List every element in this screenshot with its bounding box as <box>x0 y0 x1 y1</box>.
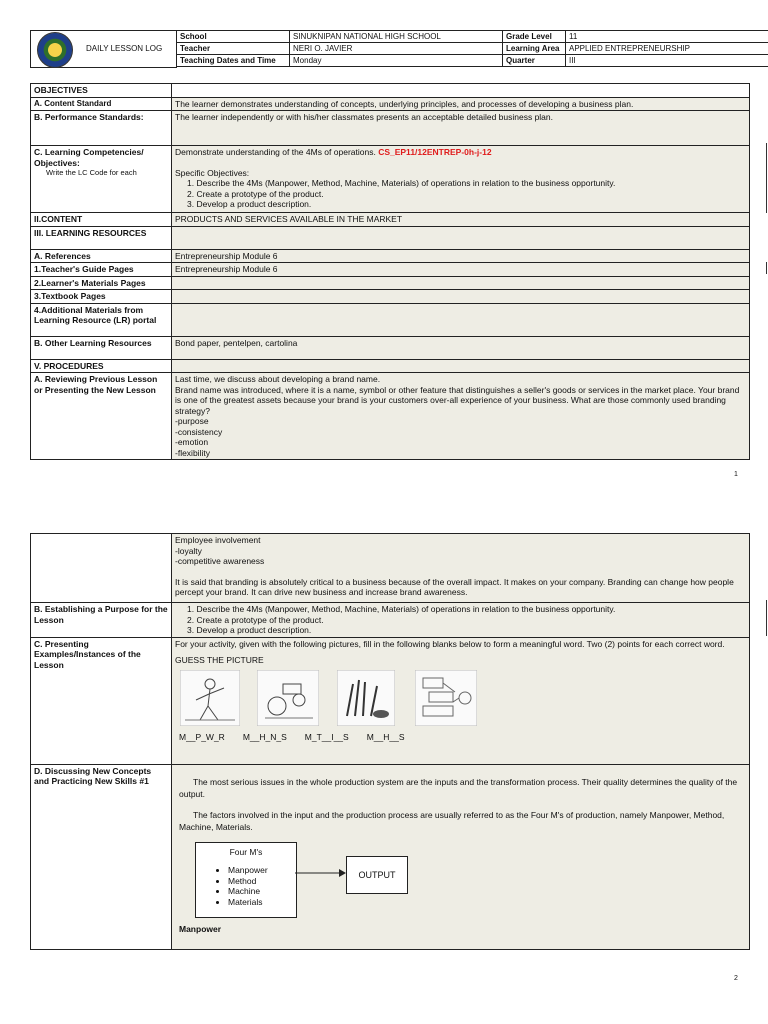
logo-cell <box>30 30 177 68</box>
procedures-label: V. PROCEDURES <box>31 359 172 373</box>
picture-row <box>175 666 746 746</box>
four-ms-title: Four M's <box>229 846 263 857</box>
content-standard-text: The learner demonstrates understanding of concepts, underlying principles, and processes of developing a business plan. <box>172 97 750 111</box>
margin-mark <box>766 143 767 213</box>
school-label: School <box>177 31 290 43</box>
blanks-row <box>179 732 509 743</box>
review-line-3: -purpose <box>175 416 209 426</box>
review-line-4: -consistency <box>175 426 223 437</box>
competencies-text-cell <box>172 146 750 213</box>
review-line-5: -emotion <box>175 437 209 447</box>
output-box: OUTPUT <box>346 856 408 894</box>
purpose-objective-1: 1. Describe the 4Ms (Manpower, Method, Machine, Materials) of operations in relation to the business opportunity. <box>187 604 616 614</box>
textbook-pages-label: 3.Textbook Pages <box>31 290 172 304</box>
manpower-picture-icon <box>180 670 240 726</box>
learners-materials-label: 2.Learner's Materials Pages <box>31 276 172 290</box>
teachers-guide-text: Entrepreneurship Module 6 <box>172 263 750 277</box>
additional-materials-label: 4.Additional Materials from Learning Resource (LR) portal <box>31 303 172 336</box>
teacher-label: Teacher <box>177 43 290 55</box>
blank-word-2: M__H_N_S <box>242 731 287 742</box>
discussing-concepts-label: D. Discussing New Concepts and Practicing New Skills #1 <box>31 764 172 949</box>
discussion-paragraph-2: The factors involved in the input and the production process are usually referred to as the Four M's of production, namely Manpower, Method, Machine, Materials. <box>179 809 725 832</box>
objectives-heading: OBJECTIVES <box>31 84 172 98</box>
header <box>30 30 768 68</box>
area-value: APPLIED ENTREPRENEURSHIP <box>566 43 768 55</box>
continued-line-1: Employee involvement <box>175 535 261 545</box>
four-ms-item: • Manpower <box>228 865 296 876</box>
arrow-right-icon <box>295 868 347 878</box>
competency-text: Demonstrate understanding of the 4Ms of operations. <box>175 147 376 157</box>
teachers-guide-label: 1.Teacher's Guide Pages <box>31 263 172 277</box>
lesson-table-page2 <box>30 533 750 950</box>
page-number-1: 1 <box>734 471 738 478</box>
dates-value: Monday <box>290 55 503 67</box>
manpower-heading: Manpower <box>179 923 222 934</box>
competencies-cell <box>31 146 172 213</box>
presenting-examples-cell <box>172 637 750 764</box>
performance-standards-text: The learner independently or with his/her classmates presents an acceptable detailed business plan. <box>172 111 750 146</box>
establishing-purpose-cell <box>172 603 750 638</box>
four-ms-item: • Method <box>228 876 296 887</box>
area-label: Learning Area <box>503 43 566 55</box>
blank-word-4: M__H__S <box>366 731 405 742</box>
discussion-paragraph-1: The most serious issues in the whole production system are the inputs and the transformation process. Their quality determines the quality of the output. <box>179 776 738 799</box>
specific-objectives-title: Specific Objectives: <box>175 167 250 178</box>
learning-resources-label: III. LEARNING RESOURCES <box>31 226 172 249</box>
competencies-label: C. Learning Competencies/ Objectives: <box>34 147 144 168</box>
establishing-purpose-label: B. Establishing a Purpose for the Lesson <box>31 603 172 638</box>
school-seal-icon <box>37 32 73 68</box>
doc-title: DAILY LESSON LOG <box>86 44 163 53</box>
blank-word-3: M_T__I__S <box>304 731 349 742</box>
specific-objective-2: 2. Create a prototype of the product. <box>187 188 324 199</box>
review-line-1: Last time, we discuss about developing a brand name. <box>175 374 381 384</box>
four-ms-item: • Materials <box>228 897 296 908</box>
quarter-value: III <box>566 55 768 67</box>
lesson-table-page1 <box>30 83 750 460</box>
references-text: Entrepreneurship Module 6 <box>172 249 750 263</box>
content-text: PRODUCTS AND SERVICES AVAILABLE IN THE MARKET <box>172 213 750 227</box>
four-ms-box <box>195 842 297 918</box>
review-line-6: -flexibility <box>175 447 210 458</box>
teacher-value: NERI O. JAVIER <box>290 43 503 55</box>
dates-label: Teaching Dates and Time <box>177 55 290 67</box>
competency-code: CS_EP11/12ENTREP-0h-j-12 <box>378 147 492 157</box>
reviewing-text-cell <box>172 373 750 460</box>
other-resources-label: B. Other Learning Resources <box>31 336 172 359</box>
references-label: A. References <box>31 249 172 263</box>
header-table <box>176 30 768 67</box>
specific-objective-1: 1. Describe the 4Ms (Manpower, Method, Machine, Materials) of operations in relation to the business opportunity. <box>187 178 616 188</box>
guess-picture-title: GUESS THE PICTURE <box>175 655 264 665</box>
machines-picture-icon <box>257 670 319 726</box>
purpose-objective-3: 3. Develop a product description. <box>187 625 312 635</box>
activity-instructions: For your activity, given with the following pictures, fill in the following blanks below to form a meaningful word. Two (2) points for each correct word. <box>175 638 725 649</box>
reviewing-label: A. Reviewing Previous Lesson or Presenting the New Lesson <box>31 373 172 460</box>
materials-picture-icon <box>337 670 395 726</box>
page-number-2: 2 <box>734 975 738 982</box>
blank-word-1: M__P_W_R <box>179 731 225 742</box>
lc-code-note: Write the LC Code for each <box>46 168 137 177</box>
discussing-concepts-cell <box>172 764 750 949</box>
purpose-objective-2: 2. Create a prototype of the product. <box>187 614 324 625</box>
grade-value: 11 <box>566 31 768 43</box>
methods-picture-icon <box>415 670 477 726</box>
content-standard-label: A. Content Standard <box>31 97 172 111</box>
review-line-2: Brand name was introduced, where it is a name, symbol or other feature that distinguishes a seller's goods or services in the market place. Your brand is one of the greatest assets because your brand is your customers over-all experience of your business. What are those commonly used branding strategy? <box>175 384 740 416</box>
specific-objective-3: 3. Develop a product description. <box>187 199 312 209</box>
presenting-examples-label: C. Presenting Examples/Instances of the Lesson <box>31 637 172 764</box>
continued-text-cell <box>172 534 750 603</box>
margin-mark <box>766 262 767 274</box>
other-resources-text: Bond paper, pentelpen, cartolina <box>172 336 750 359</box>
content-label: II.CONTENT <box>31 213 172 227</box>
four-ms-diagram <box>175 838 746 922</box>
continued-line-2: -loyalty <box>175 545 202 556</box>
continued-line-3: -competitive awareness <box>175 556 265 566</box>
grade-label: Grade Level <box>503 31 566 43</box>
quarter-label: Quarter <box>503 55 566 67</box>
school-value: SINUKNIPAN NATIONAL HIGH SCHOOL <box>290 31 503 43</box>
margin-mark <box>766 600 767 636</box>
performance-standards-label: B. Performance Standards: <box>31 111 172 146</box>
four-ms-item: • Machine <box>228 886 296 897</box>
branding-paragraph: It is said that branding is absolutely critical to a business because of the overall impact. It makes on your company. Branding can change how people percept your brand. It can drive new business and increase brand awareness. <box>175 576 734 597</box>
